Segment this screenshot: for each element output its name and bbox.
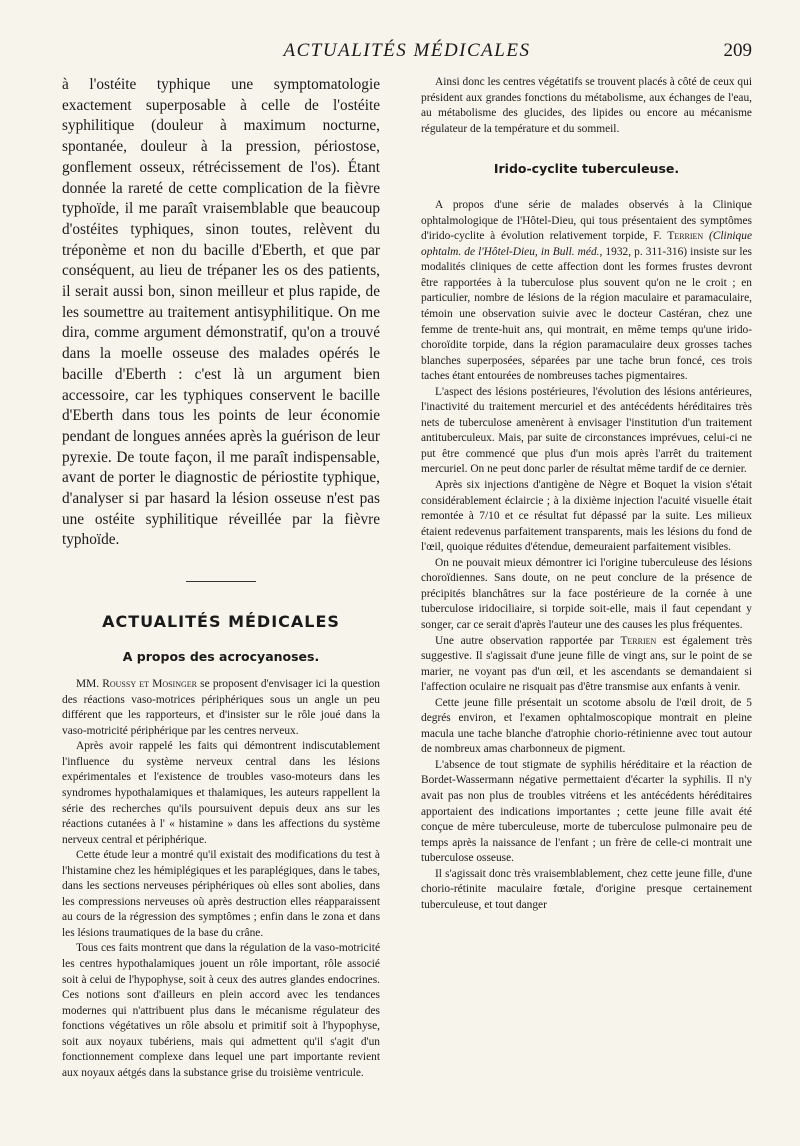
paragraph: MM. Roussy et Mosinger se proposent d'envisager ici la question des réactions vaso-motrices périphériques sous un angle un peu différent que les rapporteurs, et d'insister sur le rôle joué dans la vaso-motricité périphérique par les centres nerveux.: [62, 678, 380, 737]
article-continued: [421, 75, 752, 137]
paragraph: On ne pouvait mieux démontrer ici l'origine tuberculeuse des lésions choroïdiennes. Sans doute, on ne peut conclure de la présence de précipités blanchâtres sur la face postérieure de la cornée à une tuberculose iridociliaire, si torpide soit-elle, mais il faut cependant y songer, car ce serait d'après l'auteur une des causes les plus fréquentes.: [421, 556, 752, 631]
author-name: Terrien: [667, 230, 704, 243]
section-divider: [186, 581, 256, 582]
citation: (Clinique ophtalm. de l'Hôtel-Dieu, in Bull. méd.: [421, 230, 752, 258]
left-column: [62, 75, 380, 1081]
paragraph: Après six injections d'antigène de Nègre et Boquet la vision s'était considérablement éclaircie ; à la dixième injection l'acuité visuelle était remontée à 7/10 et ce résultat fut dépassé par la suite. Les milieux étaient redevenus parfaitement transparents, mais les lésions du fond de l'œil, quoique réduites d'étendue, demeuraient parfaitement visibles.: [421, 479, 752, 554]
article-irido-cyclite: [421, 198, 752, 913]
paragraph: Cette étude leur a montré qu'il existait des modifications du test à l'histamine chez les hémiplégiques et les paraplégiques, dans le tabes, dans les sections nerveuses périphériques où elles sont abolies, dans les compressions nerveuses où après destruction elles réapparaissent au cours de la régression des symptômes ; enfin dans le zona et dans les lésions traumatiques de la base du crâne.: [62, 849, 380, 939]
author-names: MM. Roussy et Mosinger: [76, 678, 197, 691]
page-number: 209: [723, 40, 752, 61]
paragraph: Cette jeune fille présentait un scotome absolu de l'œil droit, de 5 degrés environ, et l'examen ophtalmoscopique montrait en pleine macula une tache blanche d'atrophie chorio-rétinienne avec tout autour de nombreux amas charbonneux de pigment.: [421, 696, 752, 756]
intro-paragraph: à l'ostéite typhique une symptomatologie exactement superposable à celle de l'ostéite syphilitique (douleur à maximum nocturne, spontanée, douleur à la pression, périostose, gonflement osseux, rétrécissement de l'os). Étant donnée la rareté de cette complication de la fièvre typhoïde, il me paraît vraisemblable que beaucoup d'ostéites typhiques, sinon toutes, relèvent du tréponème et non du bacille d'Eberth, et que par conséquent, au lieu de trépaner les os des patients, il serait aussi bon, sinon meilleur et plus rapide, de les soumettre au traitement antisyphilitique. On me dira, comme argument démonstratif, qu'on a trouvé dans la moelle osseuse des malades opérés le bacille d'Eberth : c'est là un argument bien accessoire, car les typhiques conservent le bacille d'Eberth dans tous les points de leur économie pendant de longues années après la guérison de leur pyrexie. De toute façon, il me paraît indispensable, avant de porter le diagnostic de périostite typhique, d'analyser si par hasard la lésion osseuse n'est pas une ostéite syphilitique réveillée par la fièvre typhoïde.: [62, 76, 380, 549]
paragraph: L'aspect des lésions postérieures, l'évolution des lésions antérieures, l'inactivité du traitement mercuriel et des antécédents héréditaires très nets de tuberculose amenèrent à envisager l'institution d'un traitement antituberculeux. Mais, par suite de circonstances imprévues, celui-ci ne put être commencé que plus d'un mois après l'arrêt du traitement mercuriel. On ne peut donc parler de résultat même tardif de ce dernier.: [421, 385, 752, 476]
paragraph: Ainsi donc les centres végétatifs se trouvent placés à côté de ceux qui président aux grandes fonctions du métabolisme, aux échanges de l'eau, au métabolisme des glucides, des lipides ou encore au mécanisme régulateur de la température et du sommeil.: [421, 76, 752, 135]
paragraph: L'absence de tout stigmate de syphilis héréditaire et la réaction de Bordet-Wassermann négative permettaient d'écarter la syphilis. Il n'y avait pas non plus de troubles vitréens et les antécédents héréditaires apportaient des indications importantes ; cette jeune fille avait été conçue de mère tuberculeuse, morte de tuberculose pulmonaire peu de temps après la naissance de l'enfant ; un frère de celle-ci montrait une tuberculose osseuse.: [421, 758, 752, 865]
right-column: [421, 75, 752, 913]
continued-article: [62, 75, 380, 551]
section-title: ACTUALITÉS MÉDICALES: [102, 612, 340, 632]
article-heading-acrocyanoses: A propos des acrocyanoses.: [122, 649, 320, 665]
running-header: [62, 40, 752, 66]
paragraph: Tous ces faits montrent que dans la régulation de la vaso-motricité les centres hypothalamiques jouent un rôle important, rôle associé soit à celui de l'hypophyse, soit à ceux des autres glandes endocrines. Ces notions sont d'ailleurs en plein accord avec les tendances modernes qui n'attribuent plus dans le mécanisme régulateur des fonctions végétatives un rôle absolu et primitif soit à l'hypophyse, soit aux noyaux tubériens, mais qui admettent qu'il s'agit d'un fonctionnement complexe dans lequel une part importante revient aux noyaux aétgés dans la substance grise du troisième ventricule.: [62, 942, 380, 1079]
paragraph: Il s'agissait donc très vraisemblablement, chez cette jeune fille, d'une chorio-rétinite maculaire fœtale, d'origine presque certainement tuberculeuse, et tout danger: [421, 867, 752, 911]
paragraph: Une autre observation rapportée par Terrien est également très suggestive. Il s'agissait d'une jeune fille de vingt ans, sur le point de se marier, ne voyant pas d'un œil, et les ascendants se demandaient si l'affection oculaire ne risquait pas d'être transmise aux enfants à venir.: [421, 634, 752, 694]
article-acrocyanoses: [62, 677, 380, 1081]
author-name: Terrien: [620, 634, 657, 647]
paragraph: Après avoir rappelé les faits qui démontrent indiscutablement l'influence du système nerveux central dans les lésions expérimentales et l'existence de troubles vaso-moteurs dans les syndromes hypothalamiques et thalamiques, les auteurs rappellent la série des recherches qu'ils poursuivent depuis deux ans sur les réactions cutanées à l' « histamine » dans les affections du système nerveux central et périphérique.: [62, 740, 380, 846]
article-heading-irido-cyclite: Irido-cyclite tuberculeuse.: [493, 161, 680, 177]
paragraph: A propos d'une série de malades observés à la Clinique ophtalmologique de l'Hôtel-Dieu, qui tous présentaient des symptômes d'irido-cyclite à évolution relativement torpide, F. Terrien (Clinique ophtalm. de l'Hôtel-Dieu, in Bull. méd., 1932, p. 311-316) insiste sur les modalités cliniques de cette affection dont les formes frustes devront être rapportées à la tuberculose plus souvent qu'on ne le croit ; en particulier, nombre de lésions de la région maculaire et paramaculaire, témoin une observation suivie avec le docteur Castéran, chez une femme de trente-huit ans, qui montrait, en même temps qu'une irido-choroïdite torpide, dans la région paramaculaire deux grosses taches blanches superposées, séparées par une tache brun foncé, ces trois taches étant entourées de nombreuses taches pigmentaires.: [421, 199, 752, 383]
running-title: ACTUALITÉS MÉDICALES: [283, 40, 531, 61]
